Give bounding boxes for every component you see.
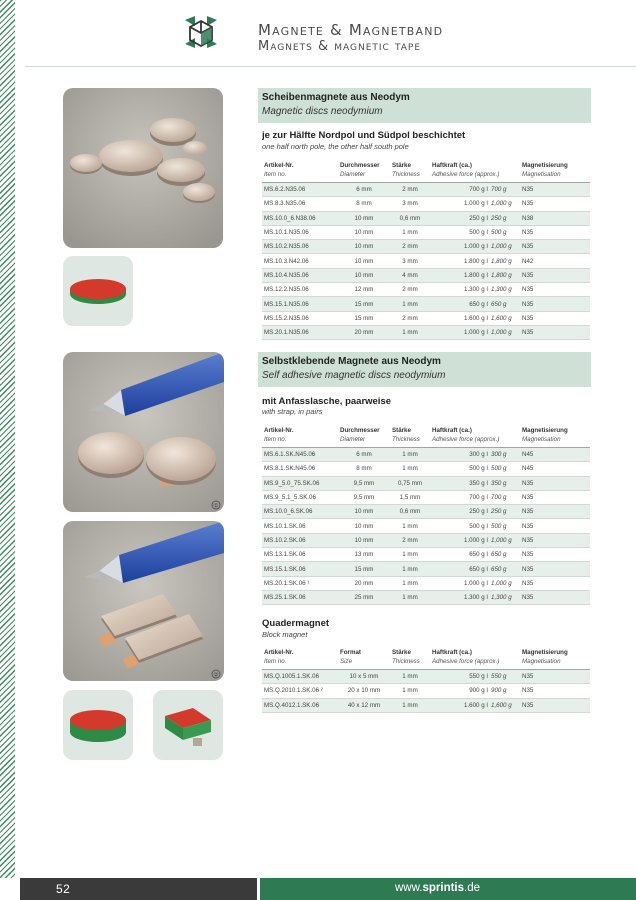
cell-force: [430, 283, 520, 297]
cell-magnetisation: N35: [520, 519, 590, 533]
hatched-margin: [0, 0, 15, 878]
col-header-en: Item no.: [262, 171, 338, 183]
force-metric: 350 g ǀ: [469, 479, 488, 487]
cell-magnetisation: N35: [520, 562, 590, 576]
force-metric: 700 g ǀ: [469, 186, 488, 194]
cell-dimension: 20 mm: [338, 325, 390, 339]
force-metric: 250 g ǀ: [469, 508, 488, 516]
cell-dimension: 12 mm: [338, 283, 390, 297]
cell-force: [430, 490, 520, 504]
subsection-subtitle: with strap, in pairs: [262, 407, 323, 416]
photo-polarized-disc-thick: [63, 690, 133, 760]
cell-magnetisation: N35: [520, 311, 590, 325]
cell-force: [430, 325, 520, 339]
cell-item-no: MS.8.3.N35.06: [262, 197, 338, 211]
cell-magnetisation: N35: [520, 225, 590, 239]
cell-item-no: MS.6.2.N35.06: [262, 183, 338, 197]
photo-adhesive-discs: [63, 352, 224, 512]
cell-force: [430, 548, 520, 562]
cell-thickness: 2 mm: [390, 183, 430, 197]
col-header: Magnetisierung: [522, 649, 568, 656]
force-metric: 250 g ǀ: [469, 214, 488, 222]
col-header: Format: [340, 649, 361, 656]
cell-item-no: MS.8.1.SK.N45.06: [262, 462, 338, 476]
cell-dimension: 10 mm: [338, 268, 390, 282]
cell-force: [430, 590, 520, 604]
col-header: Haftkraft (ca.): [432, 162, 472, 169]
photo-block-magnets: [63, 521, 224, 681]
force-metric: 1.800 g ǀ: [464, 271, 488, 279]
col-header-en: Adhesive force (approx.): [430, 436, 520, 448]
force-imperial: 700 g: [491, 186, 507, 194]
photo-neodymium-discs: [63, 88, 223, 248]
table-row: [262, 533, 590, 547]
cell-item-no: MS.15.2.N35.06: [262, 311, 338, 325]
cell-magnetisation: N35: [520, 297, 590, 311]
cell-magnetisation: N35: [520, 325, 590, 339]
cell-dimension: 20 mm: [338, 576, 390, 590]
cell-thickness: 2 mm: [390, 311, 430, 325]
cell-dimension: 8 mm: [338, 462, 390, 476]
col-header: Artikel-Nr.: [264, 649, 294, 656]
cell-thickness: 1 mm: [390, 225, 430, 239]
force-imperial: 1,800 g: [491, 257, 512, 265]
spec-table-block-magnets: [262, 649, 590, 713]
cell-item-no: MS.12.2.N35.06: [262, 283, 338, 297]
photo-polarized-block: [153, 690, 223, 760]
cell-force: [430, 698, 520, 712]
cell-force: [430, 254, 520, 268]
cell-magnetisation: N35: [520, 490, 590, 504]
cell-dimension: 15 mm: [338, 562, 390, 576]
cell-dimension: 6 mm: [338, 183, 390, 197]
cell-magnetisation: N35: [520, 476, 590, 490]
cell-dimension: 40 x 12 mm: [338, 698, 390, 712]
force-imperial: 1,600 g: [491, 701, 512, 709]
cell-item-no: MS.6.1.SK.N45.06: [262, 448, 338, 462]
force-imperial: 1,000 g: [491, 329, 512, 337]
force-imperial: 1,600 g: [491, 314, 512, 322]
cell-magnetisation: N35: [520, 197, 590, 211]
table-row: [262, 240, 590, 254]
force-metric: 300 g ǀ: [469, 451, 488, 459]
col-header: Magnetisierung: [522, 427, 568, 434]
col-header: Durchmesser: [340, 427, 380, 434]
cell-magnetisation: N35: [520, 590, 590, 604]
cell-force: [430, 311, 520, 325]
col-header-en: Magnetisation: [520, 658, 590, 670]
cell-thickness: 3 mm: [390, 254, 430, 268]
force-metric: 550 g ǀ: [469, 673, 488, 681]
cell-magnetisation: N35: [520, 533, 590, 547]
col-header-en: Adhesive force (approx.): [430, 658, 520, 670]
cell-item-no: MS.13.1.SK.06: [262, 548, 338, 562]
cell-item-no: MS.15.1.N35.06: [262, 297, 338, 311]
force-metric: 1.000 g ǀ: [464, 329, 488, 337]
cell-dimension: 10 mm: [338, 533, 390, 547]
col-header: Magnetisierung: [522, 162, 568, 169]
subsection-title: Quadermagnet: [262, 618, 330, 629]
cell-item-no: MS.Q.2010.1.SK.06 ²: [262, 684, 338, 698]
page-number: 52: [56, 882, 71, 896]
force-imperial: 1,000 g: [491, 536, 512, 544]
header-divider: [25, 66, 636, 67]
table-row: [262, 698, 590, 712]
section-title-de: Selbstklebende Magnete aus Neodym: [262, 356, 441, 367]
subsection-subtitle: one half north pole, the other half south pole: [262, 142, 409, 151]
col-header-en: Magnetisation: [520, 171, 590, 183]
cell-thickness: 1 mm: [390, 519, 430, 533]
cell-dimension: 10 mm: [338, 254, 390, 268]
cell-force: [430, 519, 520, 533]
force-imperial: 1,800 g: [491, 271, 512, 279]
table-row: [262, 325, 590, 339]
cell-force: [430, 670, 520, 684]
cell-force: [430, 197, 520, 211]
cell-item-no: MS.10.0_6.SK.06: [262, 505, 338, 519]
table-row: [262, 519, 590, 533]
force-metric: 1.000 g ǀ: [464, 579, 488, 587]
cell-dimension: 10 mm: [338, 240, 390, 254]
force-imperial: 650 g: [491, 551, 507, 559]
cell-thickness: 3 mm: [390, 197, 430, 211]
cell-dimension: 25 mm: [338, 590, 390, 604]
force-imperial: 1,300 g: [491, 286, 512, 294]
col-header: Stärke: [392, 162, 411, 169]
cell-force: [430, 684, 520, 698]
table-row: [262, 684, 590, 698]
force-metric: 1.000 g ǀ: [464, 536, 488, 544]
cell-item-no: MS.10.2.N35.06: [262, 240, 338, 254]
col-header: Artikel-Nr.: [264, 162, 294, 169]
col-header-en: Diameter: [338, 171, 390, 183]
cell-item-no: MS.20.1.N35.06: [262, 325, 338, 339]
force-imperial: 500 g: [491, 522, 507, 530]
force-imperial: 1,000 g: [491, 200, 512, 208]
section-header-adhesive-discs: [258, 352, 591, 387]
cell-thickness: 1 mm: [390, 297, 430, 311]
col-header: Stärke: [392, 427, 411, 434]
col-header-en: Magnetisation: [520, 436, 590, 448]
subsection-title: je zur Hälfte Nordpol und Südpol beschichtet: [262, 130, 466, 141]
force-imperial: 250 g: [491, 214, 507, 222]
force-metric: 1.800 g ǀ: [464, 257, 488, 265]
cell-magnetisation: N35: [520, 684, 590, 698]
force-imperial: 500 g: [491, 229, 507, 237]
website-link[interactable]: [395, 882, 480, 894]
col-header: Artikel-Nr.: [264, 427, 294, 434]
cell-item-no: MS.10.1.SK.06: [262, 519, 338, 533]
photo-marker-1: ①: [213, 503, 219, 510]
cell-magnetisation: N35: [520, 268, 590, 282]
col-header: Haftkraft (ca.): [432, 427, 472, 434]
cell-magnetisation: N35: [520, 548, 590, 562]
force-imperial: 700 g: [491, 494, 507, 502]
cell-thickness: 1 mm: [390, 562, 430, 576]
cell-thickness: 1 mm: [390, 698, 430, 712]
col-header-en: Diameter: [338, 436, 390, 448]
table-row: [262, 548, 590, 562]
table-row: [262, 225, 590, 239]
site-prefix: www.: [395, 882, 423, 894]
section-title-en: Self adhesive magnetic discs neodymium: [262, 370, 446, 381]
cell-dimension: 10 mm: [338, 225, 390, 239]
cell-force: [430, 297, 520, 311]
force-metric: 650 g ǀ: [469, 565, 488, 573]
subsection-subtitle: Block magnet: [262, 630, 308, 639]
cell-magnetisation: N35: [520, 183, 590, 197]
cell-thickness: 1 mm: [390, 590, 430, 604]
table-row: [262, 576, 590, 590]
table-row: [262, 462, 590, 476]
table-row: [262, 197, 590, 211]
page-title: Magnete & Magnetband: [258, 21, 444, 39]
cell-dimension: 9,5 mm: [338, 476, 390, 490]
col-header-en: Adhesive force (approx.): [430, 171, 520, 183]
force-imperial: 1,300 g: [491, 594, 512, 602]
table-row: [262, 562, 590, 576]
cell-thickness: 4 mm: [390, 268, 430, 282]
col-header-en: Thickness: [390, 171, 430, 183]
cell-magnetisation: N35: [520, 576, 590, 590]
force-metric: 1.000 g ǀ: [464, 243, 488, 251]
cell-thickness: 1 mm: [390, 684, 430, 698]
cell-thickness: 1 mm: [390, 325, 430, 339]
cell-thickness: 1,5 mm: [390, 490, 430, 504]
cell-force: [430, 476, 520, 490]
col-header: Stärke: [392, 649, 411, 656]
force-metric: 1.300 g ǀ: [464, 286, 488, 294]
logo-icon: [181, 12, 221, 52]
cell-thickness: 0,75 mm: [390, 476, 430, 490]
cell-force: [430, 576, 520, 590]
cell-thickness: 2 mm: [390, 533, 430, 547]
col-header: Durchmesser: [340, 162, 380, 169]
force-imperial: 550 g: [491, 673, 507, 681]
cell-thickness: 1 mm: [390, 448, 430, 462]
cell-magnetisation: N45: [520, 448, 590, 462]
force-metric: 500 g ǀ: [469, 229, 488, 237]
cell-dimension: 15 mm: [338, 297, 390, 311]
cell-thickness: 1 mm: [390, 576, 430, 590]
table-row: [262, 268, 590, 282]
force-metric: 1.600 g ǀ: [464, 314, 488, 322]
cell-thickness: 2 mm: [390, 240, 430, 254]
cell-item-no: MS.10.3.N42.06: [262, 254, 338, 268]
cell-item-no: MS.10.4.N35.06: [262, 268, 338, 282]
cell-force: [430, 505, 520, 519]
col-header-en: Thickness: [390, 658, 430, 670]
section-title-en: Magnetic discs neodymium: [262, 106, 383, 117]
cell-thickness: 1 mm: [390, 670, 430, 684]
cell-magnetisation: N35: [520, 698, 590, 712]
cell-magnetisation: N35: [520, 505, 590, 519]
force-imperial: 250 g: [491, 508, 507, 516]
col-header-en: Item no.: [262, 658, 338, 670]
force-imperial: 650 g: [491, 300, 507, 308]
force-imperial: 350 g: [491, 479, 507, 487]
force-metric: 650 g ǀ: [469, 551, 488, 559]
site-suffix: .de: [464, 882, 481, 894]
force-imperial: 650 g: [491, 565, 507, 573]
cell-force: [430, 211, 520, 225]
cell-item-no: MS.15.1.SK.06: [262, 562, 338, 576]
cell-dimension: 20 x 10 mm: [338, 684, 390, 698]
table-row: [262, 590, 590, 604]
section-title-de: Scheibenmagnete aus Neodym: [262, 92, 410, 103]
cell-force: [430, 462, 520, 476]
subsection-title: mit Anfasslasche, paarweise: [262, 396, 392, 407]
cell-magnetisation: N35: [520, 283, 590, 297]
table-row: [262, 505, 590, 519]
cell-item-no: MS.9_5.0_75.SK.06: [262, 476, 338, 490]
col-header-en: Size: [338, 658, 390, 670]
cell-item-no: MS.10.0_6.N38.06: [262, 211, 338, 225]
cell-force: [430, 533, 520, 547]
cell-force: [430, 562, 520, 576]
table-row: [262, 283, 590, 297]
force-metric: 1.000 g ǀ: [464, 200, 488, 208]
force-metric: 500 g ǀ: [469, 465, 488, 473]
cell-item-no: MS.Q.1005.1.SK.06: [262, 670, 338, 684]
cell-magnetisation: N45: [520, 462, 590, 476]
cell-item-no: MS.10.1.N35.06: [262, 225, 338, 239]
cell-magnetisation: N38: [520, 211, 590, 225]
force-metric: 650 g ǀ: [469, 300, 488, 308]
section-header-magnetic-discs: [258, 88, 591, 123]
cell-dimension: 10 x 5 mm: [338, 670, 390, 684]
table-row: [262, 211, 590, 225]
cell-magnetisation: N35: [520, 240, 590, 254]
cell-thickness: 2 mm: [390, 283, 430, 297]
table-row: [262, 490, 590, 504]
cell-item-no: MS.Q.4012.1.SK.06: [262, 698, 338, 712]
cell-dimension: 6 mm: [338, 448, 390, 462]
cell-force: [430, 240, 520, 254]
table-row: [262, 297, 590, 311]
cell-dimension: 13 mm: [338, 548, 390, 562]
col-header: Haftkraft (ca.): [432, 649, 472, 656]
force-imperial: 300 g: [491, 451, 507, 459]
cell-force: [430, 225, 520, 239]
cell-item-no: MS.10.2.SK.06: [262, 533, 338, 547]
force-imperial: 500 g: [491, 465, 507, 473]
table-row: [262, 254, 590, 268]
table-row: [262, 670, 590, 684]
cell-thickness: 1 mm: [390, 548, 430, 562]
spec-table-discs: [262, 162, 590, 340]
cell-force: [430, 183, 520, 197]
cell-thickness: 1 mm: [390, 462, 430, 476]
table-row: [262, 311, 590, 325]
cell-dimension: 10 mm: [338, 211, 390, 225]
cell-magnetisation: N35: [520, 670, 590, 684]
force-metric: 1.600 g ǀ: [464, 701, 488, 709]
site-name: sprintis: [422, 882, 465, 894]
cell-dimension: 10 mm: [338, 505, 390, 519]
col-header-en: Item no.: [262, 436, 338, 448]
cell-item-no: MS.20.1.SK.06 ¹: [262, 576, 338, 590]
page-subtitle: Magnets & magnetic tape: [258, 39, 422, 54]
force-metric: 700 g ǀ: [469, 494, 488, 502]
cell-thickness: 0,6 mm: [390, 211, 430, 225]
cell-dimension: 9,5 mm: [338, 490, 390, 504]
cell-dimension: 8 mm: [338, 197, 390, 211]
table-row: [262, 448, 590, 462]
cell-magnetisation: N42: [520, 254, 590, 268]
cell-dimension: 15 mm: [338, 311, 390, 325]
cell-item-no: MS.25.1.SK.06: [262, 590, 338, 604]
force-imperial: 1,000 g: [491, 243, 512, 251]
cell-force: [430, 268, 520, 282]
cell-thickness: 0,6 mm: [390, 505, 430, 519]
spec-table-adhesive-discs: [262, 427, 590, 605]
force-metric: 500 g ǀ: [469, 522, 488, 530]
force-imperial: 900 g: [491, 687, 507, 695]
force-metric: 900 g ǀ: [469, 687, 488, 695]
cell-force: [430, 448, 520, 462]
photo-polarized-disc: [63, 256, 133, 326]
table-row: [262, 476, 590, 490]
cell-item-no: MS.9_5.1_5.SK.06: [262, 490, 338, 504]
col-header-en: Thickness: [390, 436, 430, 448]
table-row: [262, 183, 590, 197]
force-metric: 1.300 g ǀ: [464, 594, 488, 602]
cell-dimension: 10 mm: [338, 519, 390, 533]
force-imperial: 1,000 g: [491, 579, 512, 587]
photo-marker-2: ②: [213, 672, 219, 679]
